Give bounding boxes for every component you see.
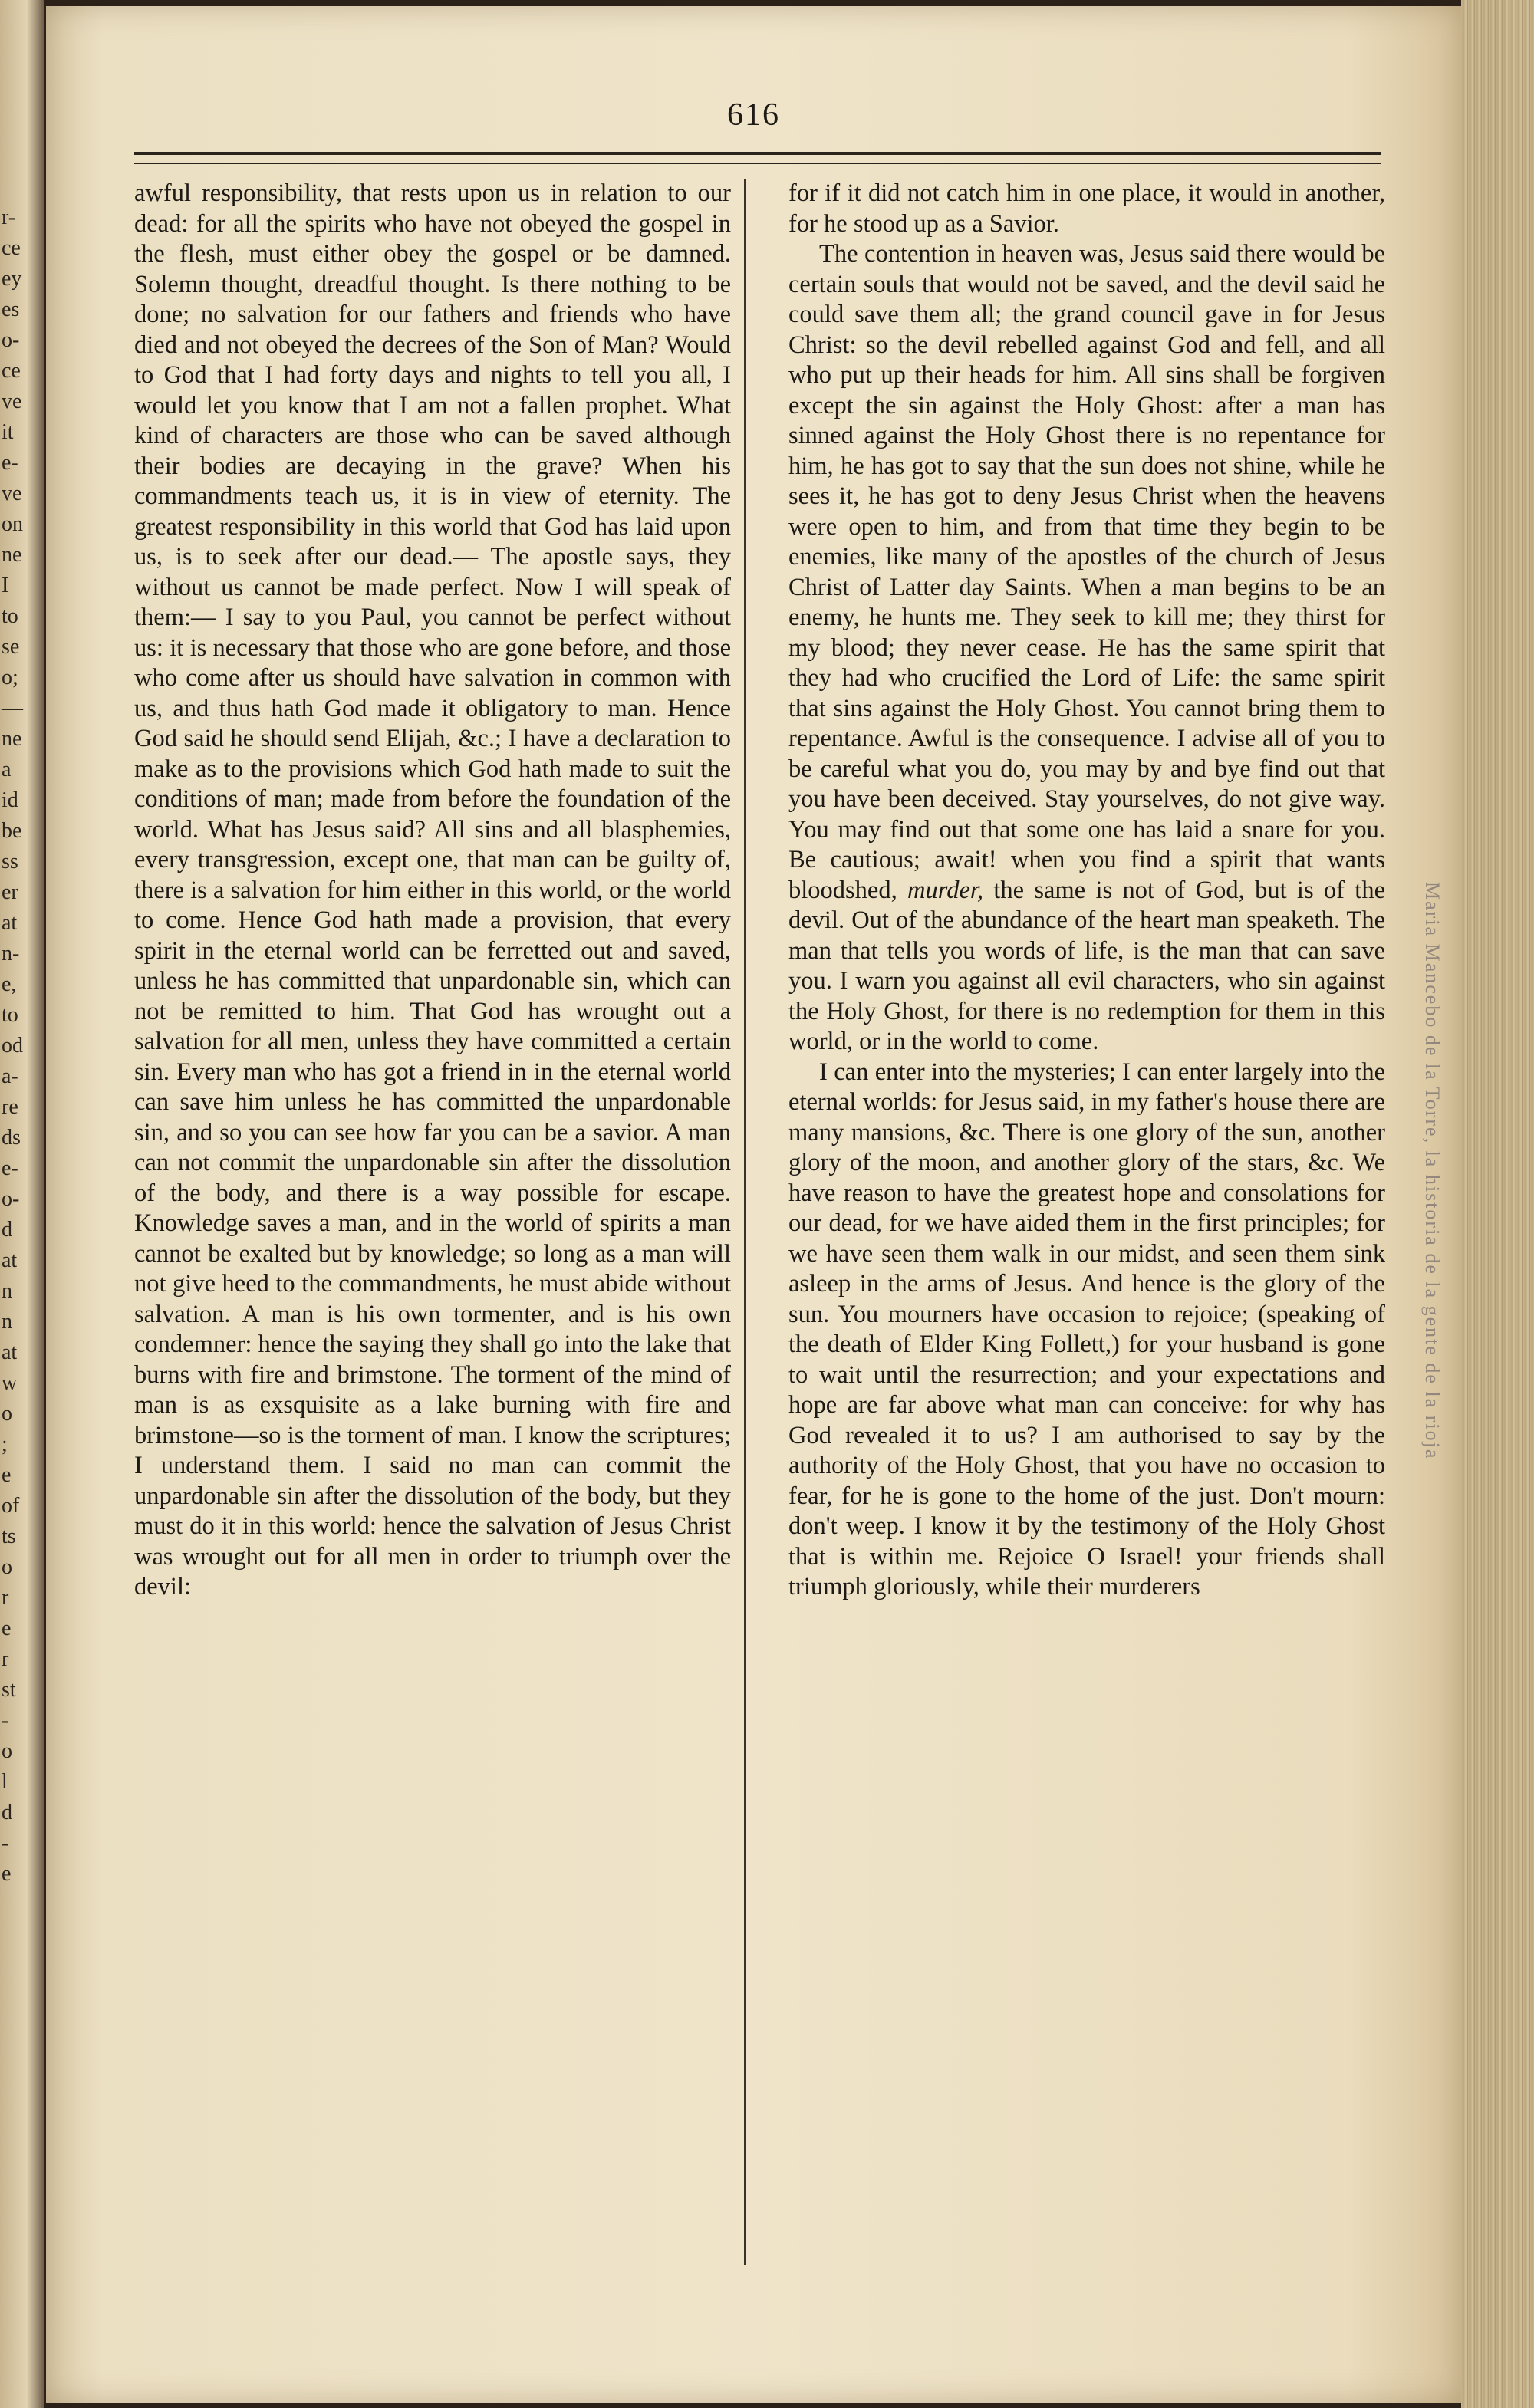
facing-page-fragment: to: [2, 604, 18, 628]
facing-page-fragment: of: [2, 1494, 20, 1518]
facing-page-fragment: ne: [2, 543, 22, 567]
facing-page-fragment: e: [2, 1617, 12, 1640]
facing-page-fragment: es: [2, 298, 20, 321]
facing-page-fragment: d: [2, 1218, 12, 1242]
page-edges: [1461, 0, 1534, 2408]
facing-page-fragment: ds: [2, 1126, 21, 1150]
facing-page-fragment: -: [2, 1709, 9, 1732]
facing-page-fragment: e-: [2, 1156, 18, 1180]
facing-page-fragment: ce: [2, 359, 21, 383]
facing-page-fragment: ne: [2, 727, 22, 751]
facing-page-fragment: n: [2, 1279, 12, 1303]
facing-page-fragment: o: [2, 1555, 12, 1579]
facing-page-fragment: o-: [2, 328, 20, 352]
facing-page-fragment: —: [2, 696, 23, 720]
facing-page-fragment: e: [2, 1862, 12, 1886]
facing-page-fragment: -: [2, 1831, 9, 1855]
facing-page-fragment: to: [2, 1003, 18, 1027]
facing-page-fragment: ts: [2, 1525, 16, 1548]
paragraph-mysteries: I can enter into the mysteries; I can enter largely into the eternal worlds: for Jesus said, in my father's house there are many mansions, &c. There is one glory of the sun, another glory of the moon, and another glory of the stars, &c. We have reason to have the greatest hope and consolations for our dead, for we have aided them in the first principles; for we have seen them walk in our midst, and seen them sink asleep in the arms of Jesus. And hence is the glory of the sun. You mourners have occasion to rejoice; (speaking of the death of Elder King Follett,) for your husband is gone to wait until the resurrection; and your expectations and hope are far above what man can conceive: for why has God revealed it to us? I am authorised to say by the authority of the Holy Ghost, that you have no occasion to fear, for he is gone to the home of the just. Don't mourn: don't weep. I know it by the testimony of the Holy Ghost that is within me. Rejoice O Israel! your friends shall triumph gloriously, while their murderers: [788, 1058, 1385, 1600]
book-page: [46, 6, 1461, 2403]
facing-page-fragment: re: [2, 1095, 18, 1119]
facing-page-fragment: a: [2, 758, 12, 781]
column-divider: [744, 179, 746, 2265]
library-stamp: Maria Mancebo de la Torre, la historia de la gente de la rioja: [1421, 882, 1443, 1460]
right-column: [788, 179, 1385, 1603]
facing-page-fragment: r: [2, 1647, 9, 1671]
facing-page-fragment: st: [2, 1678, 16, 1702]
facing-page-fragment: at: [2, 911, 18, 935]
facing-page-fragment: ve: [2, 390, 22, 413]
facing-page-fragment: o: [2, 1402, 12, 1426]
facing-page-fragment: ve: [2, 482, 22, 505]
paragraph-contention-text-end: the same is not of God, but is of the devil. Out of the abundance of the heart man speaketh. The man that tells you words of life, is the man that can save you. I warn you against all evil characters, who sin against the Holy Ghost, for there is no redemption for them in this world, or in the world to come.: [788, 876, 1386, 1055]
facing-page-fragment: r: [2, 1586, 9, 1610]
facing-page-fragment: od: [2, 1034, 23, 1058]
facing-page-fragment: it: [2, 420, 14, 444]
paragraph-contention-text: The contention in heaven was, Jesus said there would be certain souls that would not be saved, and the devil said he could save them all; the grand council gave in for Jesus Christ: so the devil rebelled against God and fell, and all who put up their heads for him. All sins shall be forgiven except the sin against the Holy Ghost: after a man has sinned against the Holy Ghost there is no repentance for him, he has got to say that the sun does not shine, while he sees it, he has got to deny Jesus Christ when the heavens were open to him, and from that time they begin to be enemies, like many of the apostles of the church of Jesus Christ of Latter day Saints. When a man begins to be an enemy, he hunts me. They seek to kill me; they thirst for my blood; they never cease. He has the same spirit that they had who crucified the Lord of Life: the same spirit that sins against the Holy Ghost. You cannot bring them to repentance. Awful is the consequence. I advise all of you to be careful what you do, you may by and bye find out that you have been deceived. Stay yourselves, do not give way. You may find out that some one has laid a snare for you. Be cautious; await! when you find a spirit that wants bloodshed,: [788, 240, 1385, 904]
facing-page-fragment: o;: [2, 666, 18, 689]
facing-page-fragment: n: [2, 1310, 12, 1334]
facing-page-fragment: ey: [2, 267, 22, 291]
facing-page-fragment: w: [2, 1371, 18, 1395]
facing-page-fragment: e,: [2, 972, 17, 996]
facing-page-fragment: at: [2, 1248, 18, 1272]
facing-page-fragment: a-: [2, 1064, 18, 1088]
facing-page-fragment: se: [2, 635, 20, 659]
emphasis-murder: murder,: [907, 876, 984, 904]
facing-page-fragment: l: [2, 1770, 8, 1794]
facing-page-fragment: id: [2, 788, 18, 812]
facing-page-fragment: ss: [2, 850, 18, 873]
facing-page-fragment: at: [2, 1341, 18, 1364]
facing-page-fragment: n-: [2, 942, 20, 966]
facing-page-fragment: ce: [2, 236, 21, 260]
facing-page-fragment: r-: [2, 206, 16, 229]
left-column: [134, 179, 731, 1603]
page-number: 616: [727, 97, 780, 133]
facing-page-fragment: o-: [2, 1187, 20, 1211]
facing-page-fragment: d: [2, 1801, 12, 1824]
facing-page-fragment: ;: [2, 1433, 8, 1456]
facing-page-fragment: e: [2, 1463, 12, 1487]
facing-page-fragment: o: [2, 1739, 12, 1763]
facing-page-fragment: be: [2, 819, 22, 843]
paragraph-contention: [788, 239, 1385, 1058]
facing-page-fragment: er: [2, 880, 18, 904]
facing-page-fragment: I: [2, 574, 9, 597]
facing-page-fragment: on: [2, 512, 23, 536]
left-column-text: awful responsibility, that rests upon us in relation to our dead: for all the spirits who have not obeyed the gospel in the flesh, must either obey the gospel or be damned. Solemn thought, dreadful thought. Is there nothing to be done; no salvation for our fathers and friends who have died and not obeyed the decrees of the Son of Man? Would to God that I had forty days and nights to tell you all, I would let you know that I am not a fallen prophet. What kind of characters are those who can be saved although their bodies are decaying in the grave? When his commandments teach us, it is in view of eternity. The greatest responsibility in this world that God has laid upon us, is to seek after our dead.— The apostle says, they without us cannot be made perfect. Now I will speak of them:— I say to you Paul, you cannot be perfect without us: it is necessary that those who are gone before, and those who come after us should have salvation in common with us, and thus hath God made it obligatory to man. Hence God said he should send Elijah, &c.; I have a declaration to make as to the provisions which God hath made to suit the conditions of man; made from before the foundation of the world. What has Jesus said? All sins and all blasphemies, every transgression, except one, that man can be guilty of, there is a salvation for him either in this world, or the world to come. Hence God hath made a provision, that every spirit in the eternal world can be ferretted out and saved, unless he has committed that unpardonable sin, which can not be remitted to him. That God has wrought out a salvation for all men, unless they have committed a certain sin. Every man who has got a friend in in the eternal world can save him unless he has committed the unpardonable sin, and so you can see how far you can be a savior. A man can not commit the unpardonable sin after the dissolution of the body, and there is a way possible for escape. Knowledge saves a man, and in the world of spirits a man cannot be exalted but by knowledge; so long as a man will not give heed to the commandments, he must abide without salvation. A man is his own tormenter, and is his own condemner: hence the saying they shall go into the lake that burns with fire and brimstone. The torment of the mind of man is as exsquisite as a lake burning with fire and brimstone—so is the torment of man. I know the scriptures; I understand them. I said no man can commit the unpardonable sin after the dissolution of the body, but they must do it in this world: hence the salvation of Jesus Christ was wrought out for all men in order to triumph over the devil:: [134, 179, 731, 1600]
right-column-continuation: for if it did not catch him in one place, it would in another, for he stood up as a Savior.: [788, 179, 1385, 238]
facing-page-edge: [0, 0, 44, 2408]
header-rule: [134, 152, 1381, 164]
facing-page-fragment: e-: [2, 451, 18, 475]
